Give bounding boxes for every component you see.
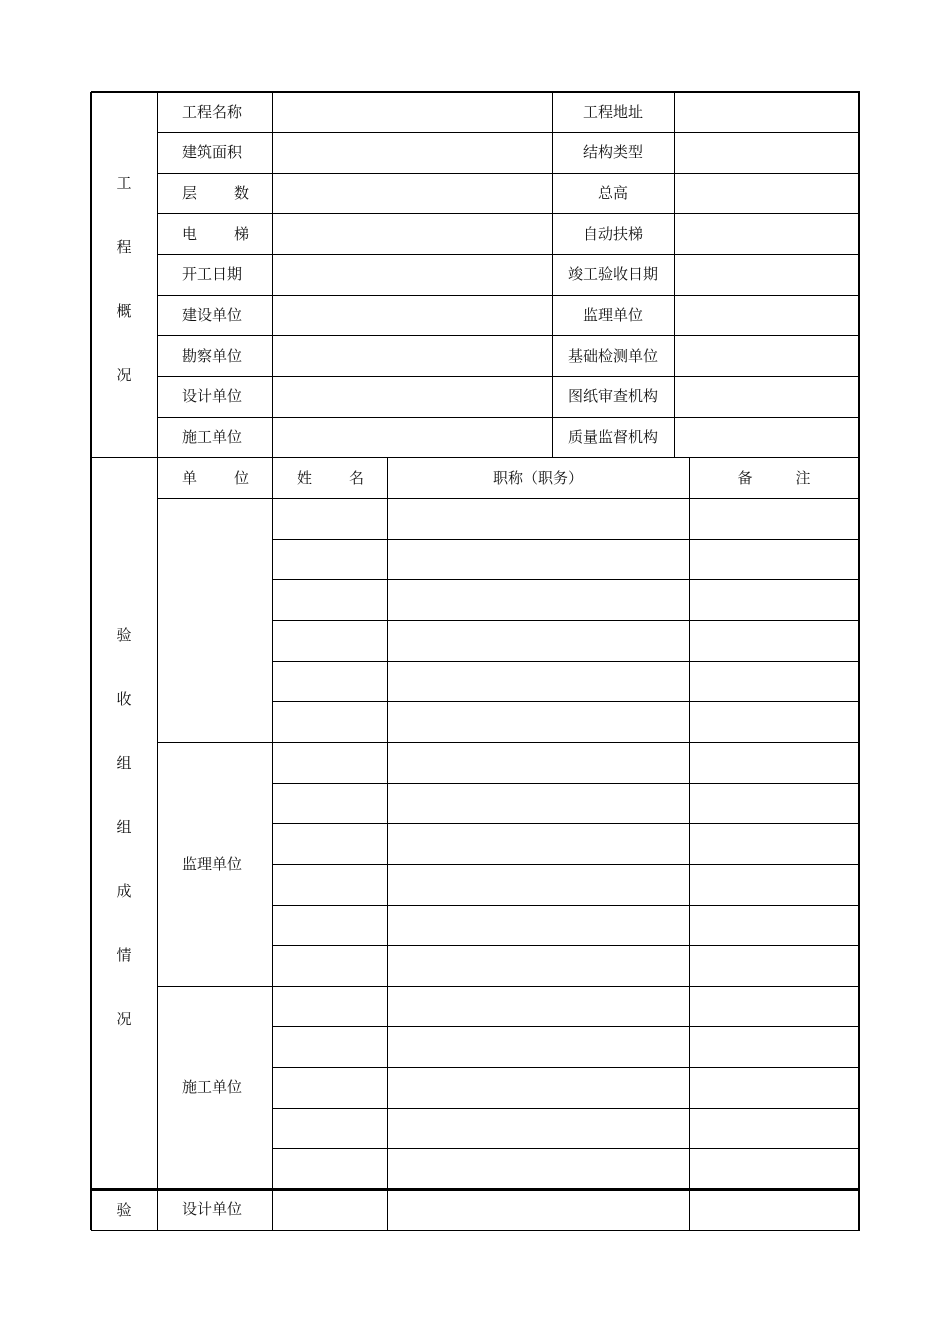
overview-value-right-cell[interactable]: [674, 417, 859, 458]
grid-line: [272, 661, 860, 662]
overview-label-right: 竣工验收日期: [567, 265, 658, 284]
overview-value-cell[interactable]: [272, 173, 552, 214]
overview-value-right-cell[interactable]: [674, 92, 859, 133]
member-name-cell[interactable]: [272, 905, 387, 946]
overview-value-cell[interactable]: [272, 377, 552, 418]
overview-value-right-cell[interactable]: [674, 133, 859, 174]
team-vertical-label-char: 收: [116, 689, 132, 708]
overview-value-cell[interactable]: [272, 133, 552, 174]
member-remark-cell[interactable]: [689, 742, 859, 783]
member-name-cell[interactable]: [272, 620, 387, 661]
grid-line: [272, 579, 860, 580]
member-name-cell[interactable]: [272, 702, 387, 743]
member-title-cell[interactable]: [387, 1068, 689, 1109]
member-title-cell[interactable]: [387, 580, 689, 621]
member-title-cell[interactable]: [387, 702, 689, 743]
member-remark-cell[interactable]: [689, 824, 859, 865]
member-title-cell[interactable]: [387, 1149, 689, 1190]
grid-line: [272, 1108, 860, 1109]
grid-line: [272, 701, 860, 702]
overview-label-right-cell: [552, 133, 674, 174]
member-remark-cell[interactable]: [689, 620, 859, 661]
grid-line: [272, 823, 860, 824]
left-border: [90, 92, 92, 1230]
grid-line: [387, 458, 388, 1230]
member-title-cell[interactable]: [387, 1027, 689, 1068]
member-remark-cell[interactable]: [689, 1068, 859, 1109]
overview-label: 数: [234, 184, 250, 203]
bottom-vertical-label-char: 验: [116, 1200, 132, 1219]
grid-line: [272, 945, 860, 946]
overview-label-right: 工程地址: [582, 102, 643, 121]
bottom-remark-cell[interactable]: [689, 1190, 859, 1231]
grid-line: [272, 1067, 860, 1068]
overview-label: 建设单位: [182, 306, 243, 325]
member-remark-cell[interactable]: [689, 702, 859, 743]
grid-line: [272, 539, 860, 540]
grid-line: [157, 498, 860, 499]
grid-line: [91, 1230, 860, 1231]
group-unit-cell[interactable]: [157, 499, 272, 743]
overview-vertical-label-char: 工: [116, 174, 132, 192]
team-vertical-label-char: 组: [116, 817, 132, 836]
member-title-cell[interactable]: [387, 742, 689, 783]
grid-line: [157, 376, 860, 377]
header-name-text: 姓: [297, 468, 313, 487]
grid-line: [157, 335, 860, 336]
member-title-cell[interactable]: [387, 986, 689, 1027]
overview-label-cell: [157, 255, 272, 296]
member-name-cell[interactable]: [272, 1068, 387, 1109]
header-unit-text: 单: [182, 468, 198, 487]
overview-vertical-label: [91, 92, 157, 458]
overview-label: 电: [182, 224, 198, 243]
grid-line: [272, 1148, 860, 1149]
overview-label-right-cell: [552, 92, 674, 133]
overview-label-right: 图纸审查机构: [567, 387, 658, 406]
overview-label: 设计单位: [182, 387, 243, 406]
member-remark-cell[interactable]: [689, 905, 859, 946]
member-name-cell[interactable]: [272, 946, 387, 987]
overview-label: 施工单位: [182, 428, 243, 446]
group-unit-label: 监理单位: [182, 854, 243, 873]
member-name-cell[interactable]: [272, 499, 387, 540]
overview-label-right: 结构类型: [582, 143, 643, 162]
member-title-cell[interactable]: [387, 499, 689, 540]
section-divider: [91, 1188, 860, 1190]
overview-label: 工程名称: [182, 102, 243, 121]
overview-label-right-cell: [552, 173, 674, 214]
bottom-vertical-label: [91, 1190, 157, 1231]
overview-label-right-cell: [552, 295, 674, 336]
grid-line: [157, 742, 860, 743]
grid-line: [272, 620, 860, 621]
team-vertical-label-char: 况: [116, 1009, 132, 1028]
team-vertical-label: [91, 458, 157, 1190]
member-name-cell[interactable]: [272, 1108, 387, 1149]
member-name-cell[interactable]: [272, 661, 387, 702]
overview-label-right: 基础检测单位: [567, 346, 658, 365]
grid-line: [157, 986, 860, 987]
grid-line: [552, 92, 553, 458]
overview-value-cell[interactable]: [272, 295, 552, 336]
header-remark-text: 注: [795, 468, 811, 487]
overview-label-right-cell: [552, 417, 674, 458]
group-unit-cell: [157, 742, 272, 986]
overview-value-cell[interactable]: [272, 92, 552, 133]
grid-line: [674, 92, 675, 458]
team-vertical-label-char: 情: [116, 945, 132, 964]
overview-label-right: 质量监督机构: [567, 428, 658, 446]
header-remark: [689, 458, 859, 499]
overview-value-cell[interactable]: [272, 336, 552, 377]
grid-line: [689, 458, 690, 1230]
grid-line: [272, 783, 860, 784]
member-title-cell[interactable]: [387, 539, 689, 580]
overview-label-cell: [157, 173, 272, 214]
member-remark-cell[interactable]: [689, 864, 859, 905]
member-name-cell[interactable]: [272, 539, 387, 580]
member-title-cell[interactable]: [387, 783, 689, 824]
overview-label-cell: [157, 133, 272, 174]
overview-label-cell: [157, 214, 272, 255]
member-remark-cell[interactable]: [689, 1108, 859, 1149]
grid-line: [272, 905, 860, 906]
team-vertical-label-char: 成: [116, 881, 132, 900]
member-title-cell[interactable]: [387, 620, 689, 661]
member-title-cell[interactable]: [387, 946, 689, 987]
overview-label-right-cell: [552, 214, 674, 255]
team-vertical-label-char: 验: [116, 625, 132, 644]
group-unit-cell: [157, 986, 272, 1189]
header-name-text: 名: [349, 468, 365, 487]
member-name-cell[interactable]: [272, 864, 387, 905]
overview-value-cell[interactable]: [272, 417, 552, 458]
overview-label: 开工日期: [182, 265, 243, 284]
overview-value-cell[interactable]: [272, 214, 552, 255]
overview-label-right-cell: [552, 336, 674, 377]
member-title-cell[interactable]: [387, 905, 689, 946]
member-remark-cell[interactable]: [689, 946, 859, 987]
bottom-title-cell[interactable]: [387, 1190, 689, 1231]
member-title-cell[interactable]: [387, 661, 689, 702]
member-name-cell[interactable]: [272, 986, 387, 1027]
overview-vertical-label-char: 况: [116, 366, 132, 384]
header-unit-text: 位: [234, 468, 250, 487]
member-remark-cell[interactable]: [689, 539, 859, 580]
member-name-cell[interactable]: [272, 824, 387, 865]
overview-label-cell: [157, 417, 272, 458]
grid-line: [157, 213, 860, 214]
overview-label-right: 自动扶梯: [582, 224, 643, 243]
member-name-cell[interactable]: [272, 1027, 387, 1068]
member-title-cell[interactable]: [387, 1108, 689, 1149]
right-border: [858, 92, 860, 1230]
overview-label: 层: [182, 184, 198, 203]
bottom-name-cell[interactable]: [272, 1190, 387, 1231]
member-remark-cell[interactable]: [689, 661, 859, 702]
grid-line: [157, 173, 860, 174]
overview-label-cell: [157, 377, 272, 418]
overview-label: 梯: [234, 224, 250, 243]
overview-vertical-label-char: 概: [116, 302, 132, 320]
member-title-cell[interactable]: [387, 864, 689, 905]
header-unit: [157, 458, 272, 499]
overview-label-right-cell: [552, 377, 674, 418]
grid-line: [272, 1026, 860, 1027]
grid-line: [272, 92, 273, 1230]
member-remark-cell[interactable]: [689, 986, 859, 1027]
overview-value-right-cell[interactable]: [674, 295, 859, 336]
member-name-cell[interactable]: [272, 580, 387, 621]
overview-value-right-cell[interactable]: [674, 255, 859, 296]
grid-line: [157, 254, 860, 255]
member-name-cell[interactable]: [272, 783, 387, 824]
grid-line: [157, 92, 158, 1230]
header-title-text: 职称（职务）: [492, 468, 583, 487]
group-unit-label: 施工单位: [182, 1078, 243, 1097]
overview-label-right: 总高: [597, 184, 628, 203]
bottom-unit-label: 设计单位: [182, 1200, 243, 1219]
grid-line: [157, 295, 860, 296]
header-remark-text: 备: [737, 468, 753, 487]
overview-label-cell: [157, 92, 272, 133]
section-divider: [91, 457, 860, 458]
overview-label-cell: [157, 336, 272, 377]
header-name: [272, 458, 387, 499]
member-title-cell[interactable]: [387, 824, 689, 865]
overview-value-right-cell[interactable]: [674, 377, 859, 418]
grid-line: [272, 864, 860, 865]
member-remark-cell[interactable]: [689, 580, 859, 621]
member-remark-cell[interactable]: [689, 499, 859, 540]
member-remark-cell[interactable]: [689, 783, 859, 824]
member-remark-cell[interactable]: [689, 1149, 859, 1190]
member-remark-cell[interactable]: [689, 1027, 859, 1068]
grid-line: [157, 132, 860, 133]
overview-vertical-label-char: 程: [116, 238, 132, 256]
overview-value-right-cell[interactable]: [674, 173, 859, 214]
overview-label: 建筑面积: [182, 143, 243, 162]
overview-value-right-cell[interactable]: [674, 214, 859, 255]
overview-label-right-cell: [552, 255, 674, 296]
overview-value-cell[interactable]: [272, 255, 552, 296]
member-name-cell[interactable]: [272, 742, 387, 783]
grid-line: [157, 417, 860, 418]
overview-value-right-cell[interactable]: [674, 336, 859, 377]
overview-label: 勘察单位: [182, 346, 243, 365]
overview-label-right: 监理单位: [582, 306, 643, 325]
header-title: [387, 458, 689, 499]
bottom-unit-cell: [157, 1190, 272, 1231]
member-name-cell[interactable]: [272, 1149, 387, 1190]
team-vertical-label-char: 组: [116, 753, 132, 772]
overview-label-cell: [157, 295, 272, 336]
top-border: [91, 91, 860, 93]
